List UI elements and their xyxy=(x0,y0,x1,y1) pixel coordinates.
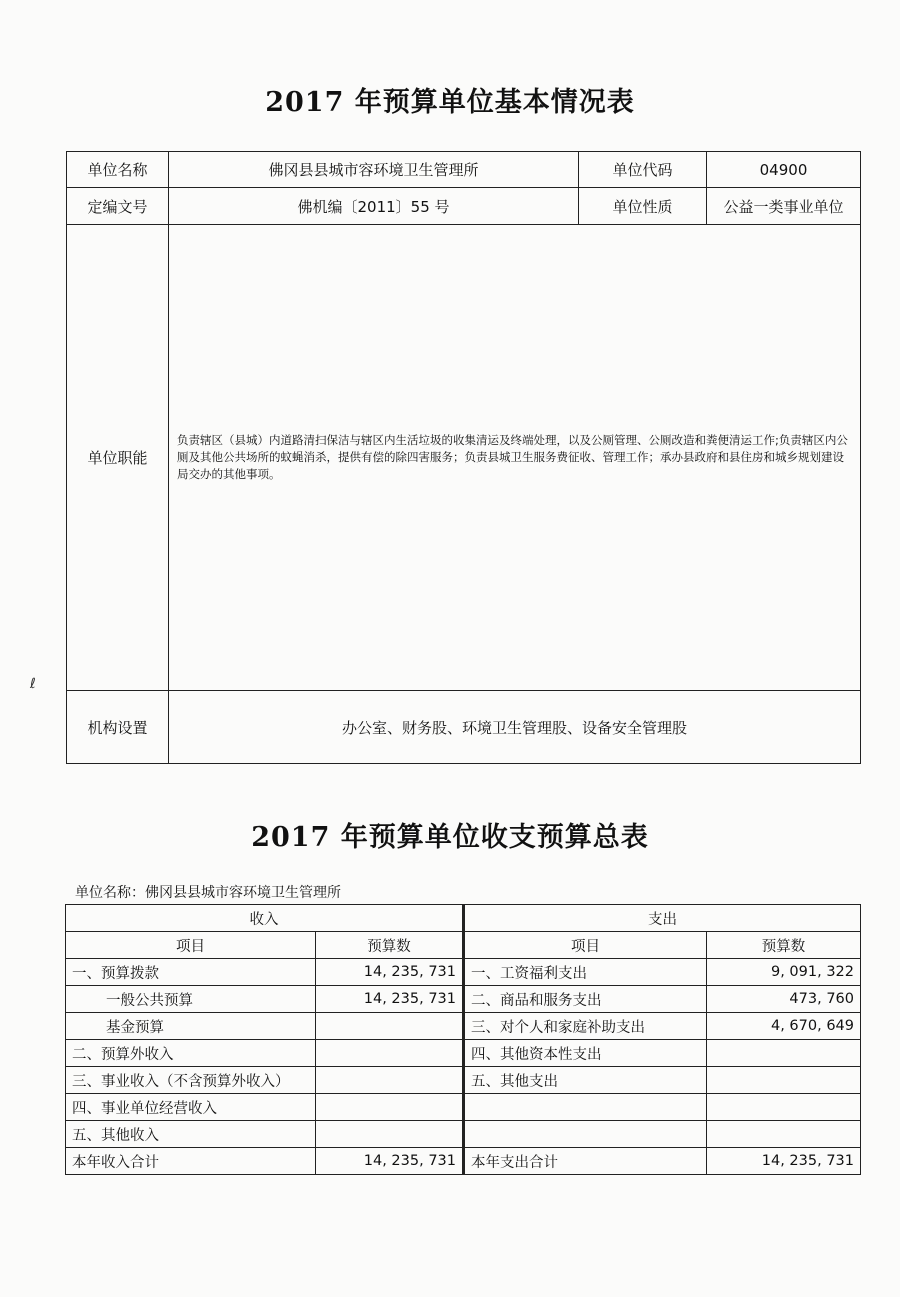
budget-row xyxy=(66,1040,861,1067)
expense-amount: 473, 760 xyxy=(707,986,861,1013)
scan-mark: ℓ xyxy=(30,676,36,692)
income-amount xyxy=(316,1040,464,1067)
org-value: 办公室、财务股、环境卫生管理股、设备安全管理股 xyxy=(169,691,861,764)
budget-row xyxy=(66,1094,861,1121)
duty-value: 负责辖区（县城）内道路清扫保洁与辖区内生活垃圾的收集清运及终端处理，以及公厕管理、公厕改造和粪便清运工作;负责辖区内公厕及其他公共场所的蚊蝇消杀，提供有偿的除四害服务；负责县城卫生服务费征收、管理工作；承办县政府和县住房和城乡规划建设局交办的其他事项。 xyxy=(169,225,861,691)
income-header: 收入 xyxy=(66,905,464,932)
expense-item xyxy=(464,1094,707,1121)
expense-item: 四、其他资本性支出 xyxy=(464,1040,707,1067)
expense-item xyxy=(464,1121,707,1148)
expense-amount xyxy=(707,1121,861,1148)
income-item: 基金预算 xyxy=(66,1013,316,1040)
expense-item-header: 项目 xyxy=(464,932,707,959)
income-item: 一、预算拨款 xyxy=(66,959,316,986)
income-item-header: 项目 xyxy=(66,932,316,959)
income-amount: 14, 235, 731 xyxy=(316,986,464,1013)
budget-table xyxy=(65,904,861,1175)
budget-row xyxy=(66,1067,861,1094)
budget-row xyxy=(66,959,861,986)
unit-name-value: 佛冈县县城市容环境卫生管理所 xyxy=(169,152,579,188)
unit-code-label: 单位代码 xyxy=(579,152,707,188)
income-amount: 14, 235, 731 xyxy=(316,959,464,986)
income-amount-header: 预算数 xyxy=(316,932,464,959)
income-item: 一般公共预算 xyxy=(66,986,316,1013)
income-total-label: 本年收入合计 xyxy=(66,1148,316,1175)
income-total-value: 14, 235, 731 xyxy=(316,1148,464,1175)
income-item: 五、其他收入 xyxy=(66,1121,316,1148)
income-item: 四、事业单位经营收入 xyxy=(66,1094,316,1121)
basic-info-title: 2017 年预算单位基本情况表 xyxy=(265,87,635,118)
duty-label: 单位职能 xyxy=(67,225,169,691)
income-amount xyxy=(316,1121,464,1148)
budget-title: 2017 年预算单位收支预算总表 xyxy=(251,822,649,853)
org-label: 机构设置 xyxy=(67,691,169,764)
expense-amount xyxy=(707,1094,861,1121)
unit-name-label: 单位名称 xyxy=(67,152,169,188)
expense-total-label: 本年支出合计 xyxy=(464,1148,707,1175)
budget-row xyxy=(66,1121,861,1148)
expense-amount-header: 预算数 xyxy=(707,932,861,959)
income-amount xyxy=(316,1067,464,1094)
budget-unit-name: 单位名称：佛冈县县城市容环境卫生管理所 xyxy=(75,885,341,901)
budget-row xyxy=(66,986,861,1013)
expense-header: 支出 xyxy=(464,905,861,932)
unit-nature-label: 单位性质 xyxy=(579,188,707,225)
unit-nature-value: 公益一类事业单位 xyxy=(707,188,861,225)
income-item: 二、预算外收入 xyxy=(66,1040,316,1067)
doc-no-label: 定编文号 xyxy=(67,188,169,225)
expense-item: 三、对个人和家庭补助支出 xyxy=(464,1013,707,1040)
income-amount xyxy=(316,1094,464,1121)
expense-item: 一、工资福利支出 xyxy=(464,959,707,986)
unit-code-value: 04900 xyxy=(707,152,861,188)
basic-info-table xyxy=(66,151,861,764)
budget-row xyxy=(66,1013,861,1040)
expense-total-value: 14, 235, 731 xyxy=(707,1148,861,1175)
income-item: 三、事业收入（不含预算外收入） xyxy=(66,1067,316,1094)
expense-amount xyxy=(707,1040,861,1067)
expense-amount xyxy=(707,1067,861,1094)
income-amount xyxy=(316,1013,464,1040)
expense-amount: 4, 670, 649 xyxy=(707,1013,861,1040)
expense-item: 五、其他支出 xyxy=(464,1067,707,1094)
doc-no-value: 佛机编〔2011〕55 号 xyxy=(169,188,579,225)
expense-item: 二、商品和服务支出 xyxy=(464,986,707,1013)
expense-amount: 9, 091, 322 xyxy=(707,959,861,986)
